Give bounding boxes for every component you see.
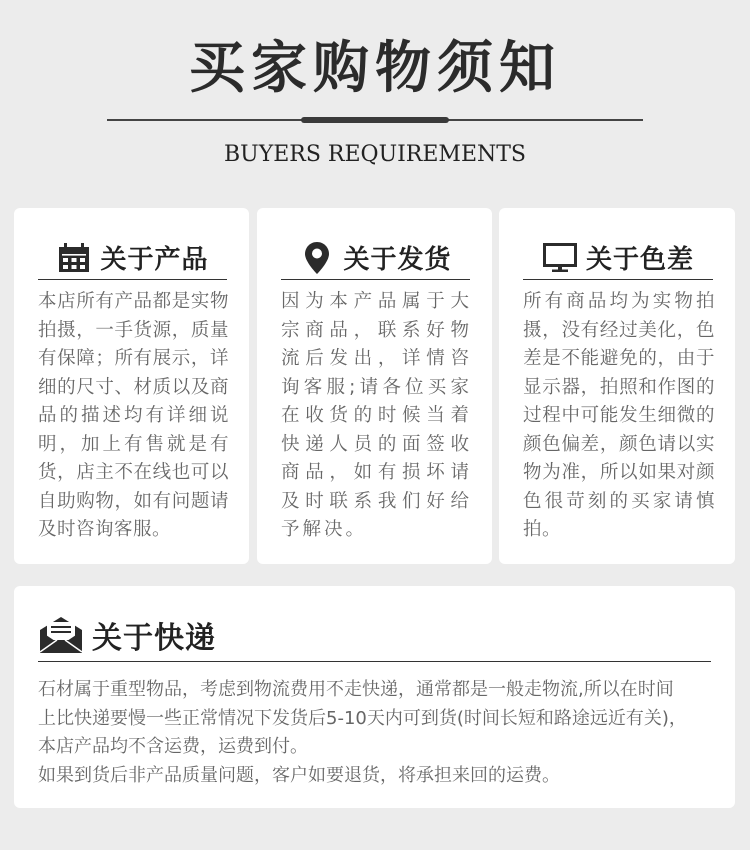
header	[0, 0, 750, 200]
card-about-shipping	[257, 208, 492, 564]
map-pin-icon	[299, 240, 335, 276]
envelope-icon	[38, 615, 84, 655]
card-text: 本店所有产品都是实物拍摄，一手货源，质量有保障；所有展示，详细的尺寸、材质以及商品的描述均有详细说明，加上有售就是有货，店主不在线也可以自助购物，如有问题请及时咨询客服。	[38, 291, 229, 540]
card-text: 所有商品均为实物拍摄，没有经过美化，色差是不能避免的，由于显示器，拍照和作图的过程中可能发生细微的颜色偏差，颜色请以实物为准，所以如果对颜色很苛刻的买家请慎拍。	[523, 291, 715, 540]
card-header	[281, 236, 470, 280]
card-header	[38, 608, 711, 662]
card-title: 关于产品	[100, 245, 209, 275]
divider-accent	[301, 117, 449, 123]
card-about-express	[14, 586, 735, 808]
card-about-color	[499, 208, 735, 564]
text-line: 本店产品均不含运费，运费到付。	[38, 736, 308, 757]
card-text: 因为本产品属于大宗商品，联系好物流后发出，详情咨询客服;请各位买家在收货的时候当着快递人员的面签收商品，如有损坏请及时联系我们好给予解决。	[281, 291, 472, 540]
card-header	[38, 236, 227, 280]
text-line: 上比快递要慢一些正常情况下发货后5-10天内可到货(时间长短和路途远近有关)，	[38, 707, 687, 729]
page-title: 买家购物须知	[189, 35, 561, 101]
card-title: 关于发货	[343, 245, 452, 275]
card-about-product	[14, 208, 249, 564]
calendar-icon	[56, 240, 92, 276]
text-line: 石材属于重型物品，考虑到物流费用不走快递，通常都是一般走物流,所以在时间	[38, 679, 674, 700]
text-line: 如果到货后非产品质量问题，客户如要退货，将承担来回的运费。	[38, 764, 560, 786]
card-title: 关于快递	[92, 620, 216, 656]
monitor-icon	[542, 240, 578, 276]
page-subtitle: BUYERS REQUIREMENTS	[223, 142, 527, 167]
card-header	[523, 236, 713, 280]
card-title: 关于色差	[585, 245, 694, 275]
card-text	[38, 676, 715, 790]
